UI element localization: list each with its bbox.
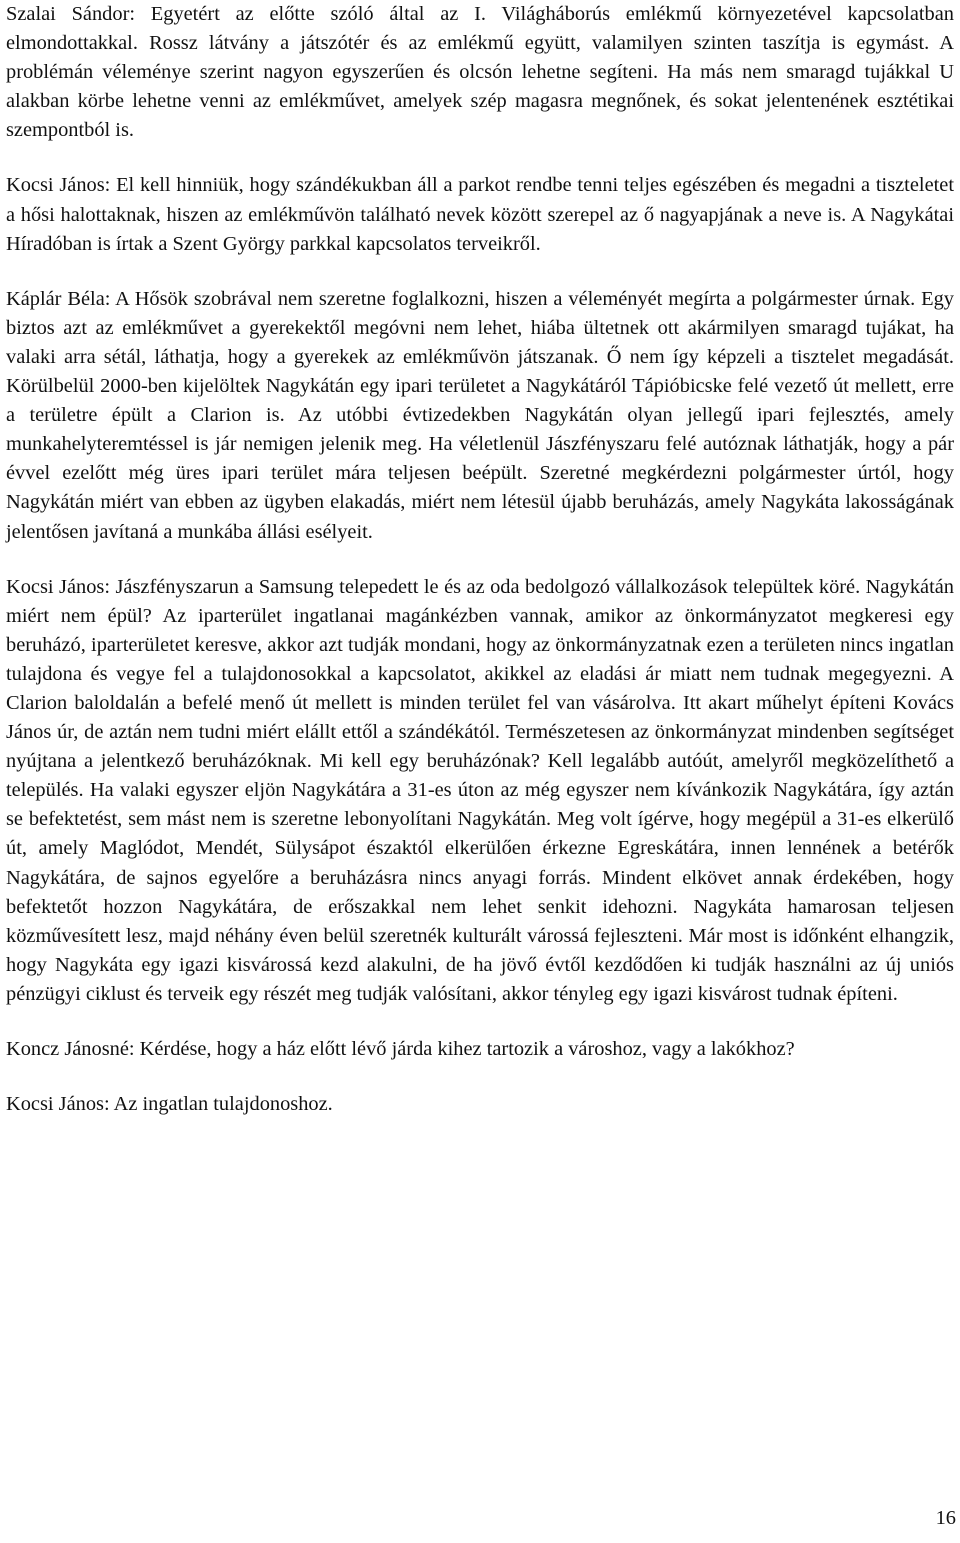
- paragraph-koncz-janosne: Koncz Jánosné: Kérdése, hogy a ház előtt lévő járda kihez tartozik a városhoz, vagy a lakókhoz?: [6, 1038, 795, 1060]
- document-page: [6, 0, 954, 1145]
- paragraph-kocsi-janos-2: Kocsi János: Jászfényszarun a Samsung telepedett le és az oda bedolgozó vállalkozások települtek köré. Nagykátán miért nem épül? Az iparterület ingatlanai magánkézben vannak, amikor az önkormányzatot megkeresi egy beruházó, iparterületet keresve, akkor azt tudják mondani, hogy az önkormányzatnak ezen a területen nincs ingatlan tulajdona és vegye fel a tulajdonosokkal a kapcsolatot, akikkel az eladási ár miatt nem tudnak megegyezni. A Clarion baloldalán a befelé menő út mellett is minden terület fel van vásárolva. Itt akart műhelyt építeni Kovács János úr, de aztán nem tudni miért elállt ettől a szándékától. Természetesen az önkormányzat mindenben segítséget nyújtana a jelentkező beruházóknak. Mi kell egy beruházónak? Kell legalább autóút, amelyről megközelíthető a település. Ha valaki egyszer eljön Nagykátára a 31-es úton az még egyszer nem kívánkozik Nagykátára, így aztán se befektetést, sem mást nem is szeretne lebonyolítani Nagykátán. Meg volt ígérve, hogy megépül a 31-es elkerülő út, amely Maglódot, Mendét, Sülysápot északtól elkerülően érkezne Egreskátára, innen lennének a betérők Nagykátára, de sajnos egyelőre a beruházásra nincs anyagi forrás. Mindent elkövet annak érdekében, hogy befektetőt hozzon Nagykátára, de erőszakkal nem lehet senkit idehozni. Nagykáta hamarosan teljesen közművesített lesz, majd néhány éven belül szeretnék kulturált várossá fejleszteni. Már most is időnként elhangzik, hogy Nagykáta egy igazi kisvárossá kezd alakulni, de ha jövő évtől kezdődően ki tudják használni az új uniós pénzügyi ciklust és terveik egy részét meg tudják valósítani, akkor tényleg egy igazi kisvárost tudnak építeni.: [6, 575, 954, 1005]
- paragraph-kocsi-janos-3: Kocsi János: Az ingatlan tulajdonoshoz.: [6, 1093, 333, 1116]
- paragraph-szalai-sandor: Szalai Sándor: Egyetért az előtte szóló által az I. Világháborús emlékmű környezetével kapcsolatban elmondottakkal. Rossz látvány a játszótér és az emlékmű együtt, valamilyen szinten taszítja is egymást. A problémán véleménye szerint nagyon egyszerűen és olcsón lehetne segíteni. Ha más nem smaragd tujákkal U alakban körbe lehetne venni az emlékművet, amelyek szép magasra megnőnek, és sokat jelentenének esztétikai szempontból is.: [6, 3, 954, 142]
- paragraph-kocsi-janos-1: Kocsi János: El kell hinniük, hogy szándékukban áll a parkot rendbe tenni teljes egészében és megadni a tiszteletet a hősi halottaknak, hiszen az emlékművön található nevek között szerepel az ő nagyapjának a neve is. A Nagykátai Híradóban is írtak a Szent György parkkal kapcsolatos terveikről.: [6, 174, 954, 255]
- page-number: 16: [935, 1507, 956, 1529]
- paragraph-kaplar-bela: Káplár Béla: A Hősök szobrával nem szeretne foglalkozni, hiszen a véleményét megírta a polgármester úrnak. Egy biztos azt az emlékművet a gyerekektől megóvni nem lehet, hiába ültetnek ott akármilyen smaragd tujákat, ha valaki arra sétál, láthatja, hogy a gyerekek az emlékművön játszanak. Ő nem így képzeli a tisztelet megadását. Körülbelül 2000-ben kijelöltek Nagykátán egy ipari területet a Nagykátáról Tápióbicske felé vezető út mellett, erre a területre épült a Clarion is. Az utóbbi évtizedekben Nagykátán olyan jellegű ipari fejlesztés, amely munkahelyteremtéssel is jár nemigen jelenik meg. Ha véletlenül Jászfényszaru felé autóznak láthatják, hogy a pár évvel ezelőtt még üres ipari terület mára teljesen beépült. Szeretné megkérdezni polgármester úrtól, hogy Nagykátán miért van ebben az ügyben elakadás, miért nem létesül újabb beruházás, amely Nagykáta lakosságának jelentősen javítaná a munkába állási esélyeit.: [6, 287, 954, 543]
